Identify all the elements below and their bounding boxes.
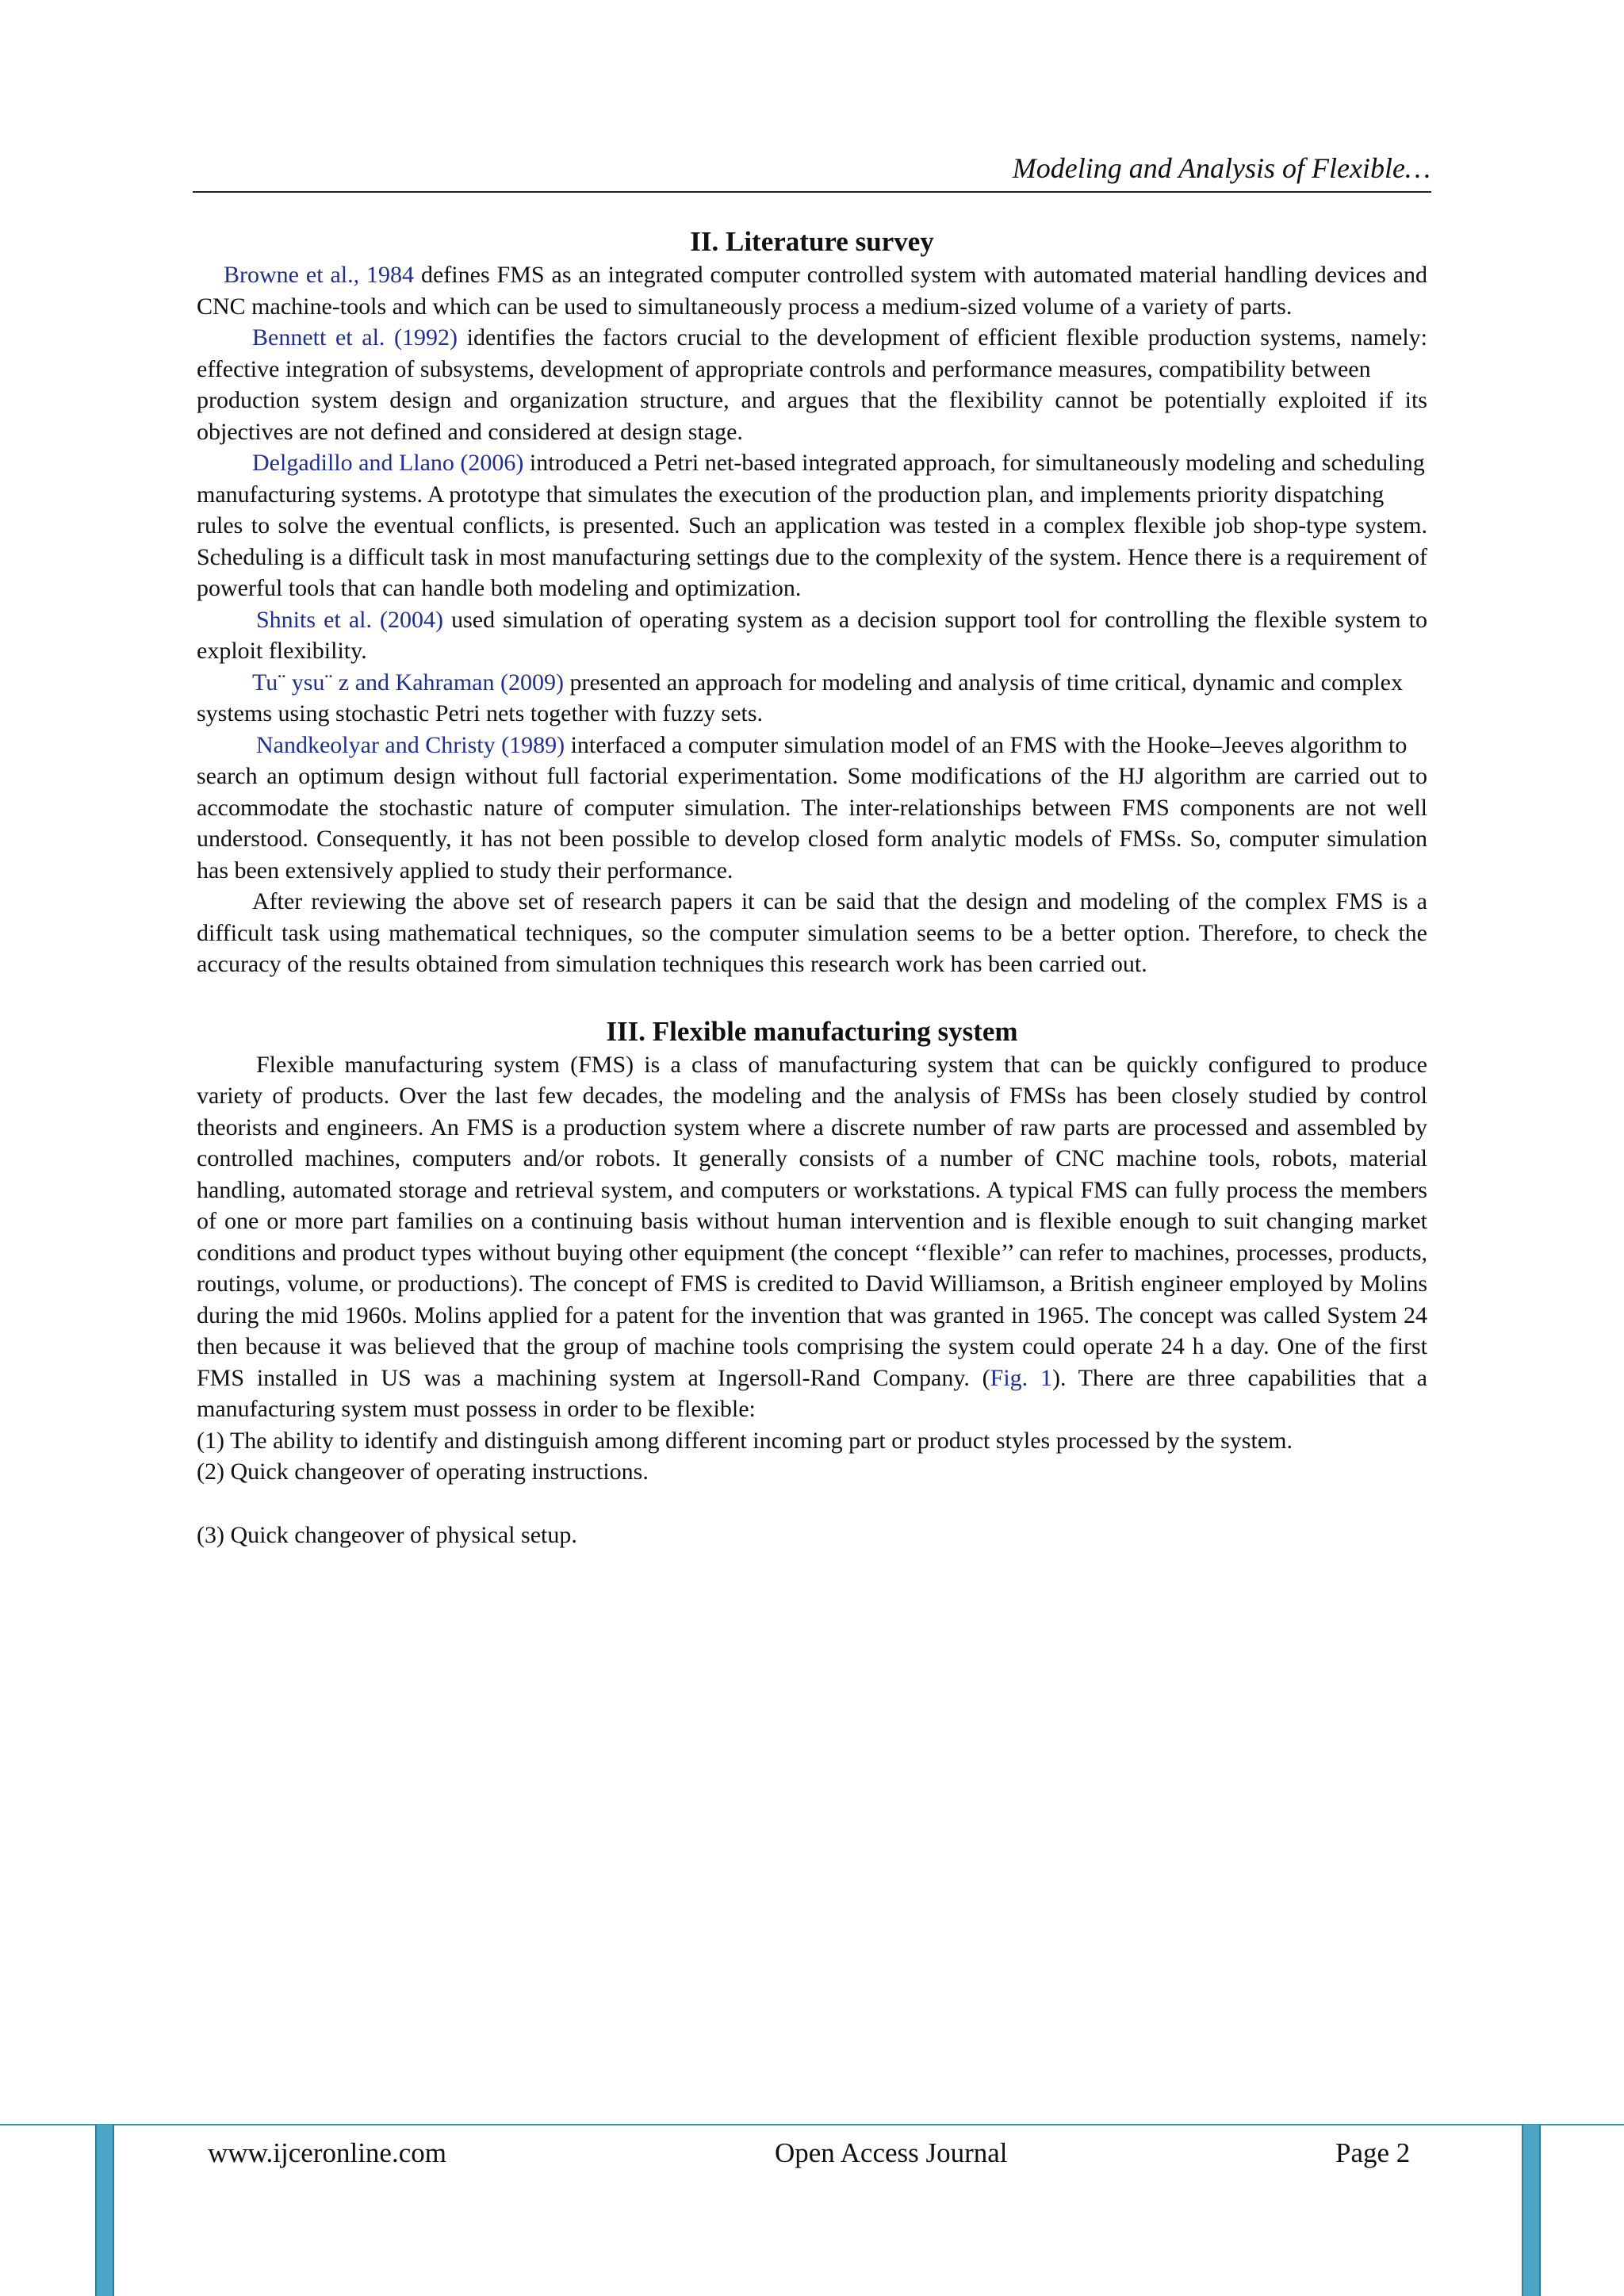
- citation-link[interactable]: Shnits et al. (2004): [256, 606, 444, 633]
- paragraph-continuation: manufacturing systems. A prototype that simulates the execution of the production plan, and implements priority dispatching: [197, 481, 1385, 508]
- footer-url-link[interactable]: www.ijceronline.com: [208, 2137, 446, 2168]
- section-spacer: [197, 980, 1427, 1014]
- paragraph-summary: After reviewing the above set of research papers it can be said that the design and modeling of the complex FMS is a difficult task using mathematical techniques, so the computer simulation seems to be a better option. Therefore, to check the accuracy of the results obtained from simulation techniques this research work has been carried out.: [197, 888, 1427, 977]
- blank-line: [197, 1488, 1427, 1520]
- paragraph-text: interfaced a computer simulation model of an FMS with the Hooke–Jeeves algorithm to: [565, 731, 1408, 758]
- citation-link[interactable]: Delgadillo and Llano (2006): [252, 450, 524, 476]
- paragraph-text: introduced a Petri net-based integrated approach, for simultaneously modeling and scheduling: [523, 450, 1425, 476]
- list-item: (1) The ability to identify and distinguish among different incoming part or product styles processed by the system.: [197, 1427, 1293, 1454]
- list-item: (2) Quick changeover of operating instructions.: [197, 1458, 649, 1485]
- paragraph-shnits: [197, 604, 1427, 667]
- section-heading-literature-survey: II. Literature survey: [690, 226, 934, 257]
- paragraph-continuation: production system design and organization structure, and argues that the flexibility cannot be potentially exploited if its objectives are not defined and considered at design stage.: [197, 387, 1427, 445]
- paragraph-text: used simulation of operating system as a decision support tool for controlling the flexible system to exploit flexibility.: [197, 606, 1427, 664]
- paragraph-text: identifies the factors crucial to the development of efficient flexible production systems, namely: effective integration of subsystems, development of appropriate controls and performance measures, compatibility between: [197, 324, 1427, 382]
- paragraph-continuation: search an optimum design without full factorial experimentation. Some modifications of the HJ algorithm are carried out to accommodate the stochastic nature of computer simulation. The inter-relationships between FMS components are not well understood. Consequently, it has not been possible to develop closed form analytic models of FMSs. So, computer simulation has been extensively applied to study their performance.: [197, 763, 1427, 884]
- section-heading-fms: III. Flexible manufacturing system: [606, 1015, 1018, 1047]
- paragraph-tuysuz: [197, 667, 1427, 699]
- citation-link[interactable]: Browne et al., 1984: [224, 262, 415, 288]
- paragraph-bennett: [197, 322, 1427, 385]
- paragraph-text: presented an approach for modeling and analysis of time critical, dynamic and complex: [563, 669, 1403, 696]
- footer-journal-name: Open Access Journal: [775, 2137, 1008, 2168]
- figure-reference-link[interactable]: Fig. 1: [990, 1364, 1052, 1391]
- paragraph-text: defines FMS as an integrated computer controlled system with automated material handling devices and CNC machine-tools and which can be used to simultaneously process a medium-sized volume of a variety of parts.: [197, 262, 1428, 320]
- paragraph-nandkeolyar: [197, 730, 1427, 761]
- paragraph-fms-intro: [197, 1049, 1427, 1425]
- paragraph-continuation: systems using stochastic Petri nets together with fuzzy sets.: [197, 700, 764, 726]
- citation-link[interactable]: Tu¨ ysu¨ z and Kahraman (2009): [252, 669, 564, 696]
- list-item: (3) Quick changeover of physical setup.: [197, 1521, 577, 1548]
- paragraph-delgadillo: [197, 447, 1427, 479]
- paragraph-continuation: rules to solve the eventual conflicts, is presented. Such an application was tested in a complex flexible job shop-type system. Scheduling is a difficult task in most manufacturing settings due to the complexity of the system. Hence there is a requirement of powerful tools that can handle both modeling and optimization.: [197, 512, 1427, 601]
- paragraph-text: ). There are three capabilities that a manufacturing system must possess in order to be flexible:: [197, 1364, 1427, 1422]
- footer-page-number: Page 2: [1335, 2137, 1411, 2168]
- citation-link[interactable]: Nandkeolyar and Christy (1989): [256, 731, 565, 758]
- footer-right-bar: [1522, 2125, 1541, 2296]
- running-header: Modeling and Analysis of Flexible…: [1012, 152, 1431, 184]
- paragraph-text: Flexible manufacturing system (FMS) is a class of manufacturing system that can be quickly configured to produce variety of products. Over the last few decades, the modeling and the analysis of FMSs has been closely studied by control theorists and engineers. An FMS is a production system where a discrete number of raw parts are processed and assembled by controlled machines, computers and/or robots. It generally consists of a number of CNC machine tools, robots, material handling, automated storage and retrieval system, and computers or workstations. A typical FMS can fully process the members of one or more part families on a continuing basis without human intervention and is flexible enough to suit changing market conditions and product types without buying other equipment (the concept ‘‘flexible’’ can refer to machines, processes, products, routings, volume, or productions). The concept of FMS is credited to David Williamson, a British engineer employed by Molins during the mid 1960s. Molins applied for a patent for the invention that was granted in 1965. The concept was called System 24 then because it was believed that the group of machine tools comprising the system could operate 24 h a day. One of the first FMS installed in US was a machining system at Ingersoll-Rand Company. (: [197, 1051, 1427, 1391]
- paragraph-browne: [197, 259, 1427, 322]
- citation-link[interactable]: Bennett et al. (1992): [252, 324, 458, 351]
- body-text: [197, 224, 1427, 1550]
- footer-left-bar: [95, 2125, 114, 2296]
- header-rule: [193, 191, 1431, 193]
- footer-rule: [0, 2124, 1624, 2125]
